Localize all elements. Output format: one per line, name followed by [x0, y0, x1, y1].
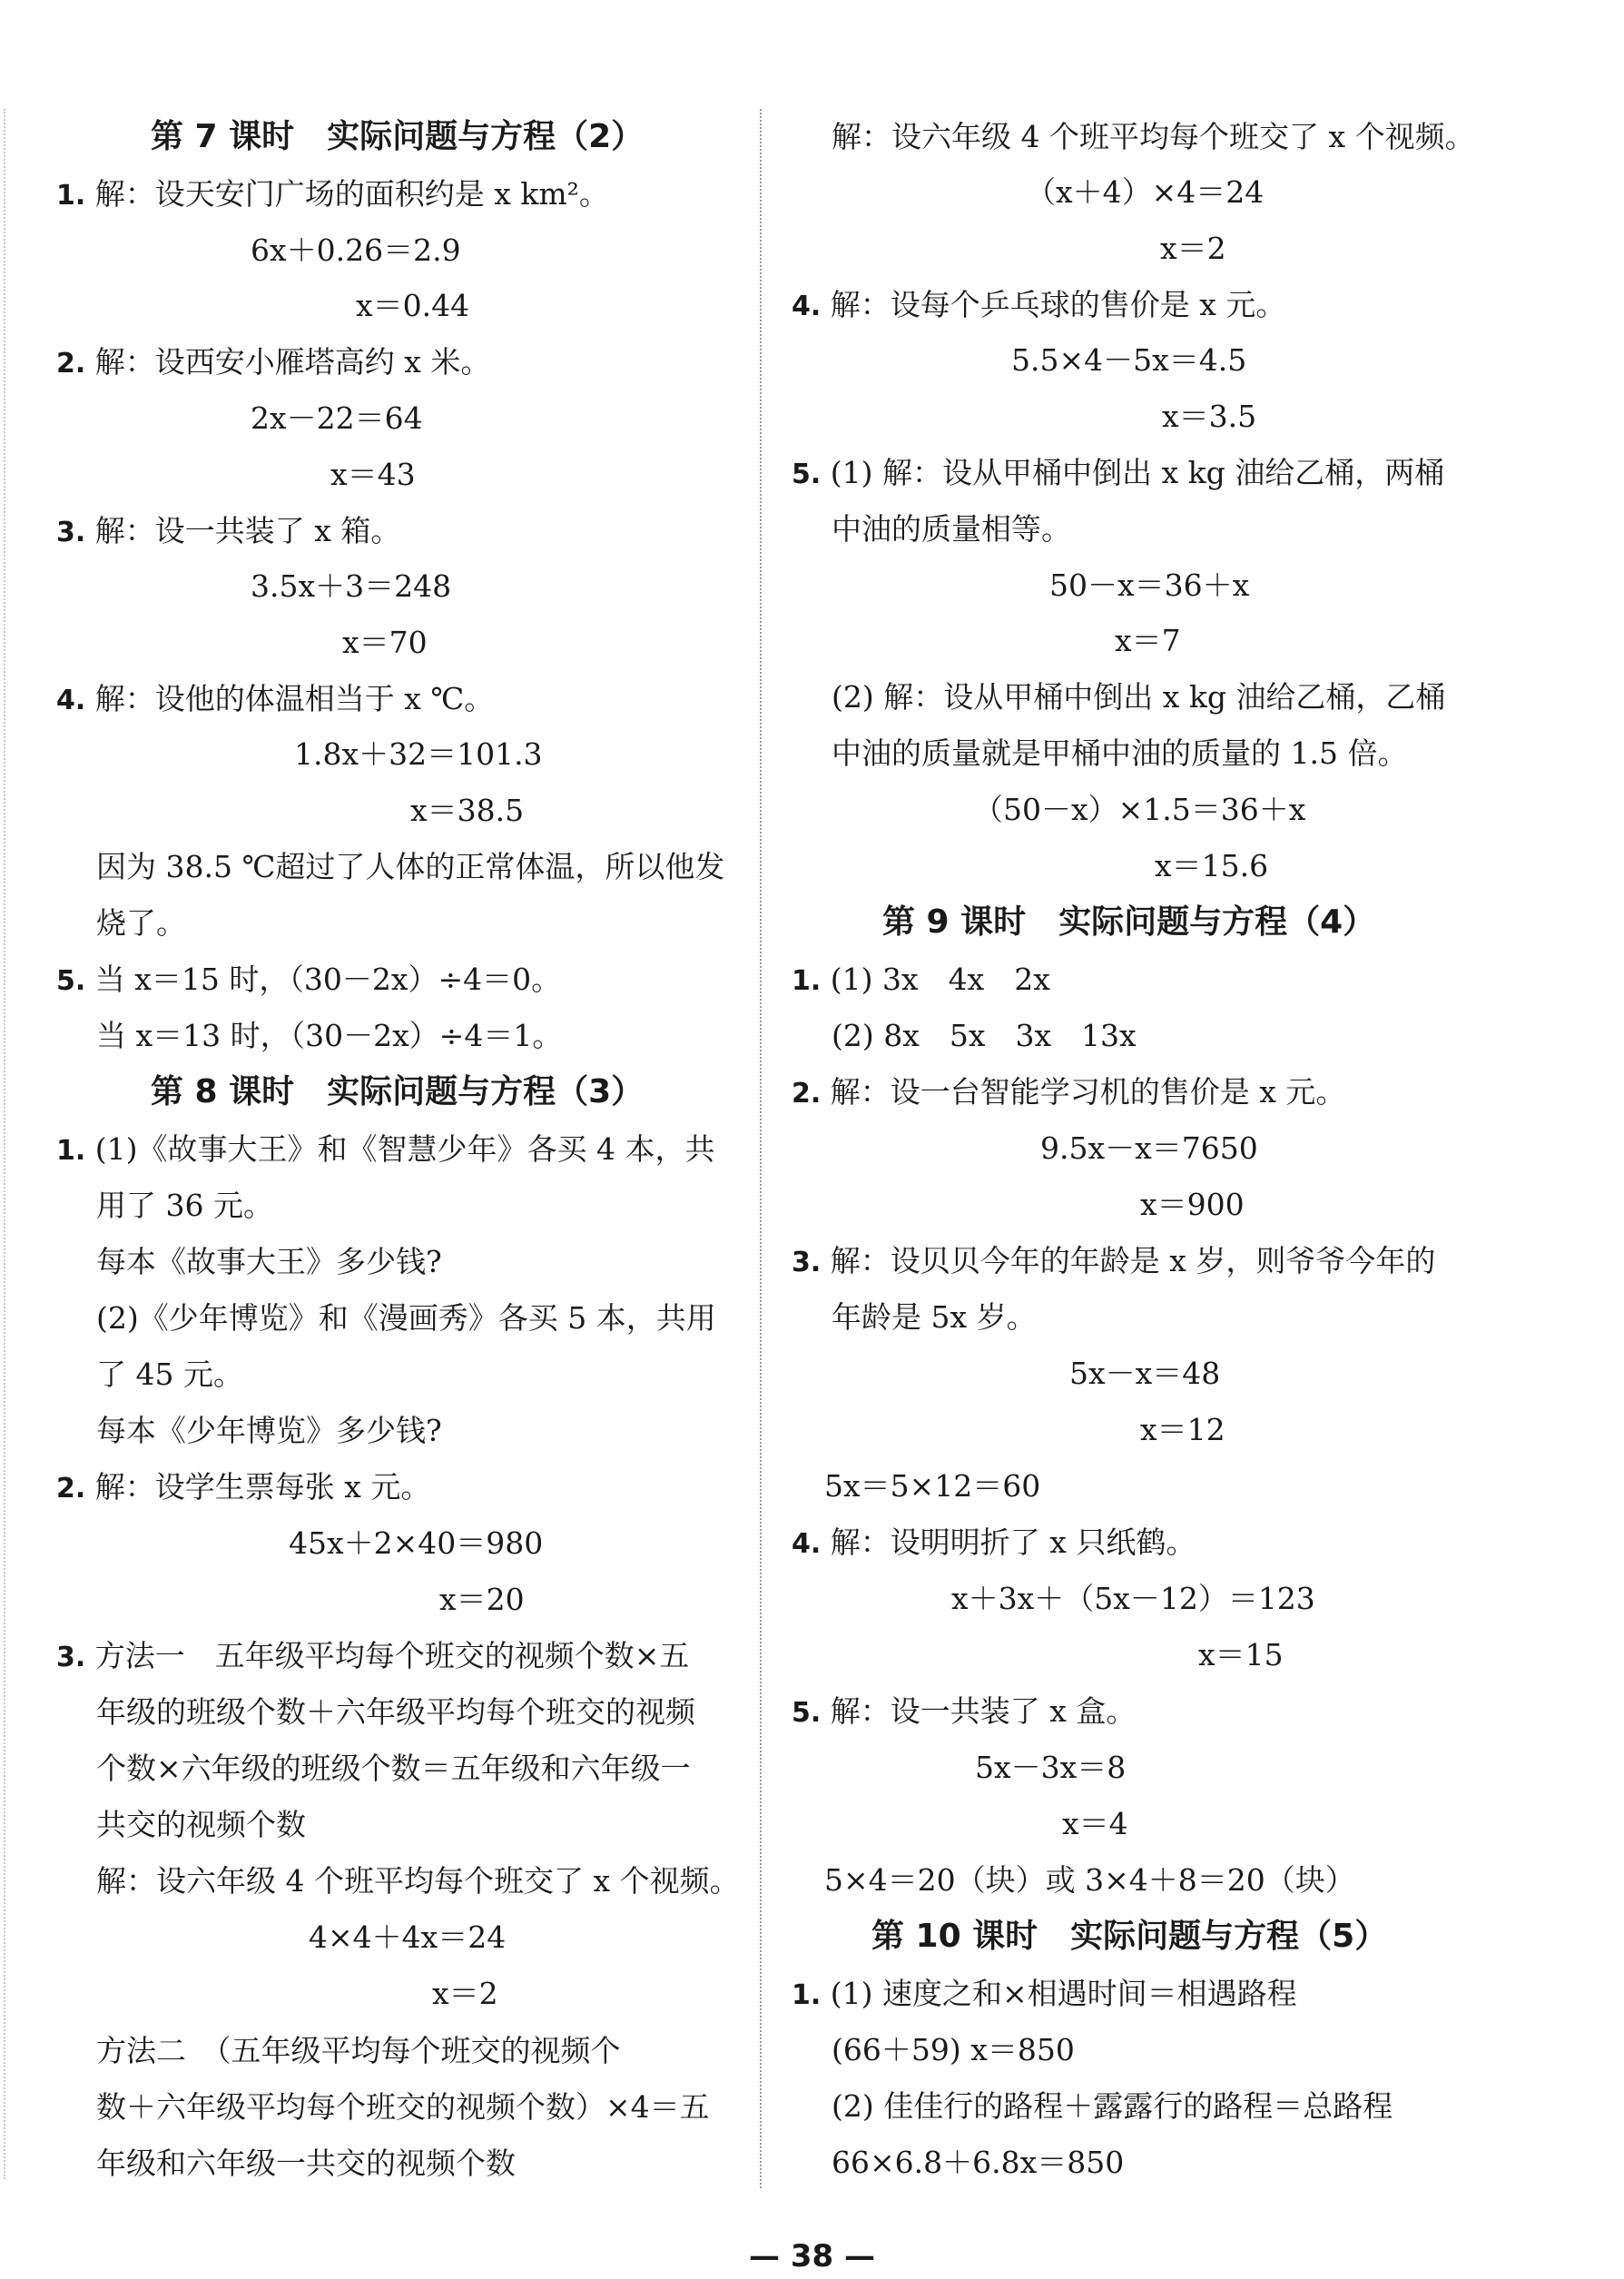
text-line: 烧了。	[96, 905, 186, 941]
text-line: (2)《少年博览》和《漫画秀》各买 5 本，共用	[96, 1300, 716, 1336]
equation-line: 1.8x＋32＝101.3	[294, 736, 543, 772]
section-heading: 第 8 课时 实际问题与方程（3）	[151, 1073, 645, 1110]
text-line: 中油的质量就是甲桶中油的质量的 1.5 倍。	[832, 735, 1408, 771]
item-text: 当 x＝15 时，（30－2x）÷4＝0。	[94, 962, 562, 997]
text-line: (2) 8x 5x 3x 13x	[832, 1018, 1137, 1053]
item-gap	[85, 176, 95, 212]
item-gap	[85, 962, 95, 997]
item-number: 1.	[792, 1979, 822, 2011]
item-number: 2.	[792, 1078, 822, 1110]
answer-item	[792, 1071, 1345, 1113]
equation-line: 5x－x＝48	[1069, 1356, 1221, 1391]
page-number: — 38 —	[749, 2238, 875, 2274]
item-number: 4.	[792, 1528, 822, 1560]
item-text: (1) 速度之和×相遇时间＝相遇路程	[830, 1976, 1297, 2011]
item-text: 解：设一共装了 x 盒。	[830, 1693, 1137, 1729]
item-text: 解：设每个乒乓球的售价是 x 元。	[830, 287, 1286, 322]
answer-item	[792, 1691, 1136, 1732]
answer-item	[792, 452, 1444, 494]
equation-line: 5x－3x＝8	[975, 1750, 1127, 1785]
item-number: 2.	[56, 348, 86, 380]
answer-item	[56, 959, 561, 1001]
section-heading: 第 10 课时 实际问题与方程（5）	[871, 1918, 1388, 1955]
item-gap	[85, 344, 95, 380]
text-line: 每本《故事大王》多少钱?	[96, 1244, 442, 1279]
answer-item	[56, 678, 494, 720]
item-text: 解：设一共装了 x 箱。	[94, 513, 401, 548]
text-line: 年级和六年级一共交的视频个数	[96, 2146, 516, 2181]
equation-line: x＝70	[342, 625, 428, 660]
answer-item	[56, 341, 490, 383]
equation-line: 2x－22＝64	[251, 400, 423, 436]
item-text: 解：设一台智能学习机的售价是 x 元。	[830, 1074, 1346, 1110]
item-text: (1) 3x 4x 2x	[830, 962, 1050, 997]
text-line: 每本《少年博览》多少钱?	[96, 1413, 442, 1448]
equation-line: 50－x＝36＋x	[1049, 567, 1250, 603]
item-text: 方法一 五年级平均每个班交的视频个数×五	[94, 1638, 690, 1673]
text-line: 5×4＝20（块）或 3×4＋8＝20（块）	[824, 1862, 1355, 1898]
item-number: 1.	[56, 1135, 86, 1167]
column-divider	[760, 109, 762, 2188]
text-line: 因为 38.5 ℃超过了人体的正常体温，所以他发	[96, 849, 725, 884]
text-line: (2) 佳佳行的路程＋露露行的路程＝总路程	[832, 2088, 1393, 2124]
text-line: 解：设六年级 4 个班平均每个班交了 x 个视频。	[96, 1863, 740, 1899]
item-number: 1.	[56, 180, 86, 212]
equation-line: 4×4＋4x＝24	[309, 1919, 507, 1955]
text-line: 方法二 （五年级平均每个班交的视频个	[96, 2033, 621, 2068]
item-gap	[821, 287, 831, 322]
item-gap	[821, 1693, 831, 1729]
item-gap	[85, 513, 95, 548]
item-gap	[821, 1524, 831, 1560]
equation-line: x＝20	[439, 1582, 525, 1617]
equation-line: x＝12	[1140, 1412, 1225, 1447]
item-gap	[85, 1638, 95, 1673]
answer-item	[56, 510, 400, 552]
answer-item	[792, 1240, 1435, 1282]
item-gap	[821, 962, 831, 997]
text-line: 年级的班级个数＋六年级平均每个班交的视频	[96, 1694, 695, 1730]
answer-item	[792, 284, 1285, 326]
item-gap	[85, 1131, 95, 1167]
text-line: 了 45 元。	[96, 1357, 243, 1392]
answer-item	[792, 1522, 1196, 1564]
item-gap	[821, 455, 831, 490]
text-line: 用了 36 元。	[96, 1188, 273, 1223]
equation-line: x＝2	[1160, 231, 1226, 266]
text-line: 当 x＝13 时，（30－2x）÷4＝1。	[96, 1018, 563, 1053]
item-gap	[821, 1976, 831, 2011]
item-text: 解：设贝贝今年的年龄是 x 岁，则爷爷今年的	[830, 1243, 1436, 1278]
text-line: 5x＝5×12＝60	[824, 1468, 1041, 1504]
answer-item	[792, 959, 1050, 1001]
equation-line: x＝0.44	[356, 288, 470, 323]
text-line: 中油的质量相等。	[832, 511, 1071, 547]
text-line: 共交的视频个数	[96, 1807, 306, 1842]
equation-line: 6x＋0.26＝2.9	[251, 232, 461, 268]
item-text: 解：设他的体温相当于 x ℃。	[94, 681, 495, 716]
equation-line: 5.5×4－5x＝4.5	[1011, 342, 1247, 378]
item-text: (1)《故事大王》和《智慧少年》各买 4 本，共	[94, 1131, 715, 1167]
item-number: 4.	[792, 291, 822, 322]
equation-line: x＝15	[1198, 1637, 1284, 1672]
text-line: 个数×六年级的班级个数＝五年级和六年级一	[96, 1751, 691, 1786]
equation-line: x＝900	[1140, 1187, 1245, 1222]
equation-line: （x＋4）×4＝24	[1026, 174, 1265, 210]
item-number: 3.	[56, 517, 86, 548]
equation-line: x＝4	[1062, 1806, 1128, 1841]
equation-line: x＝43	[330, 457, 416, 492]
section-heading: 第 9 课时 实际问题与方程（4）	[882, 903, 1376, 941]
answer-item	[56, 1466, 430, 1508]
item-gap	[821, 1074, 831, 1110]
text-line: (66＋59) x＝850	[832, 2032, 1075, 2067]
item-gap	[821, 1243, 831, 1278]
item-number: 5.	[792, 459, 822, 490]
equation-line: 45x＋2×40＝980	[289, 1525, 544, 1561]
item-number: 1.	[792, 965, 822, 997]
text-line: 年龄是 5x 岁。	[832, 1299, 1037, 1335]
equation-line: 9.5x－x＝7650	[1040, 1130, 1258, 1166]
item-number: 5.	[792, 1697, 822, 1729]
section-heading: 第 7 课时 实际问题与方程（2）	[151, 118, 645, 155]
binding-edge-line	[4, 109, 5, 2179]
answer-item	[56, 1635, 689, 1677]
answer-item	[56, 1129, 715, 1170]
item-text: 解：设明明折了 x 只纸鹤。	[830, 1524, 1196, 1560]
item-number: 3.	[56, 1642, 86, 1673]
equation-line: 3.5x＋3＝248	[251, 568, 452, 604]
item-gap	[85, 681, 95, 716]
text-line: 数＋六年级平均每个班交的视频个数）×4＝五	[96, 2089, 710, 2125]
answer-item	[56, 173, 609, 215]
item-text: 解：设天安门广场的面积约是 x km²。	[94, 176, 609, 212]
item-text: 解：设西安小雁塔高约 x 米。	[94, 344, 491, 380]
text-line: 解：设六年级 4 个班平均每个班交了 x 个视频。	[832, 119, 1475, 154]
equation-line: （50－x）×1.5＝36＋x	[973, 792, 1306, 827]
equation-line: x＝38.5	[410, 793, 525, 828]
equation-line: x＝15.6	[1155, 848, 1269, 883]
equation-line: x＋3x＋（5x－12）＝123	[951, 1581, 1315, 1616]
text-line: 66×6.8＋6.8x＝850	[832, 2145, 1125, 2180]
equation-line: x＝3.5	[1162, 399, 1257, 434]
equation-line: x＝2	[432, 1976, 498, 2011]
item-text: 解：设学生票每张 x 元。	[94, 1469, 431, 1505]
answer-item	[792, 1973, 1297, 2015]
item-number: 4.	[56, 685, 86, 716]
item-text: (1) 解：设从甲桶中倒出 x kg 油给乙桶，两桶	[830, 455, 1445, 490]
item-number: 2.	[56, 1473, 86, 1505]
item-number: 5.	[56, 965, 86, 997]
item-number: 3.	[792, 1247, 822, 1278]
text-line: (2) 解：设从甲桶中倒出 x kg 油给乙桶，乙桶	[832, 679, 1446, 715]
equation-line: x＝7	[1115, 623, 1181, 658]
item-gap	[85, 1469, 95, 1505]
